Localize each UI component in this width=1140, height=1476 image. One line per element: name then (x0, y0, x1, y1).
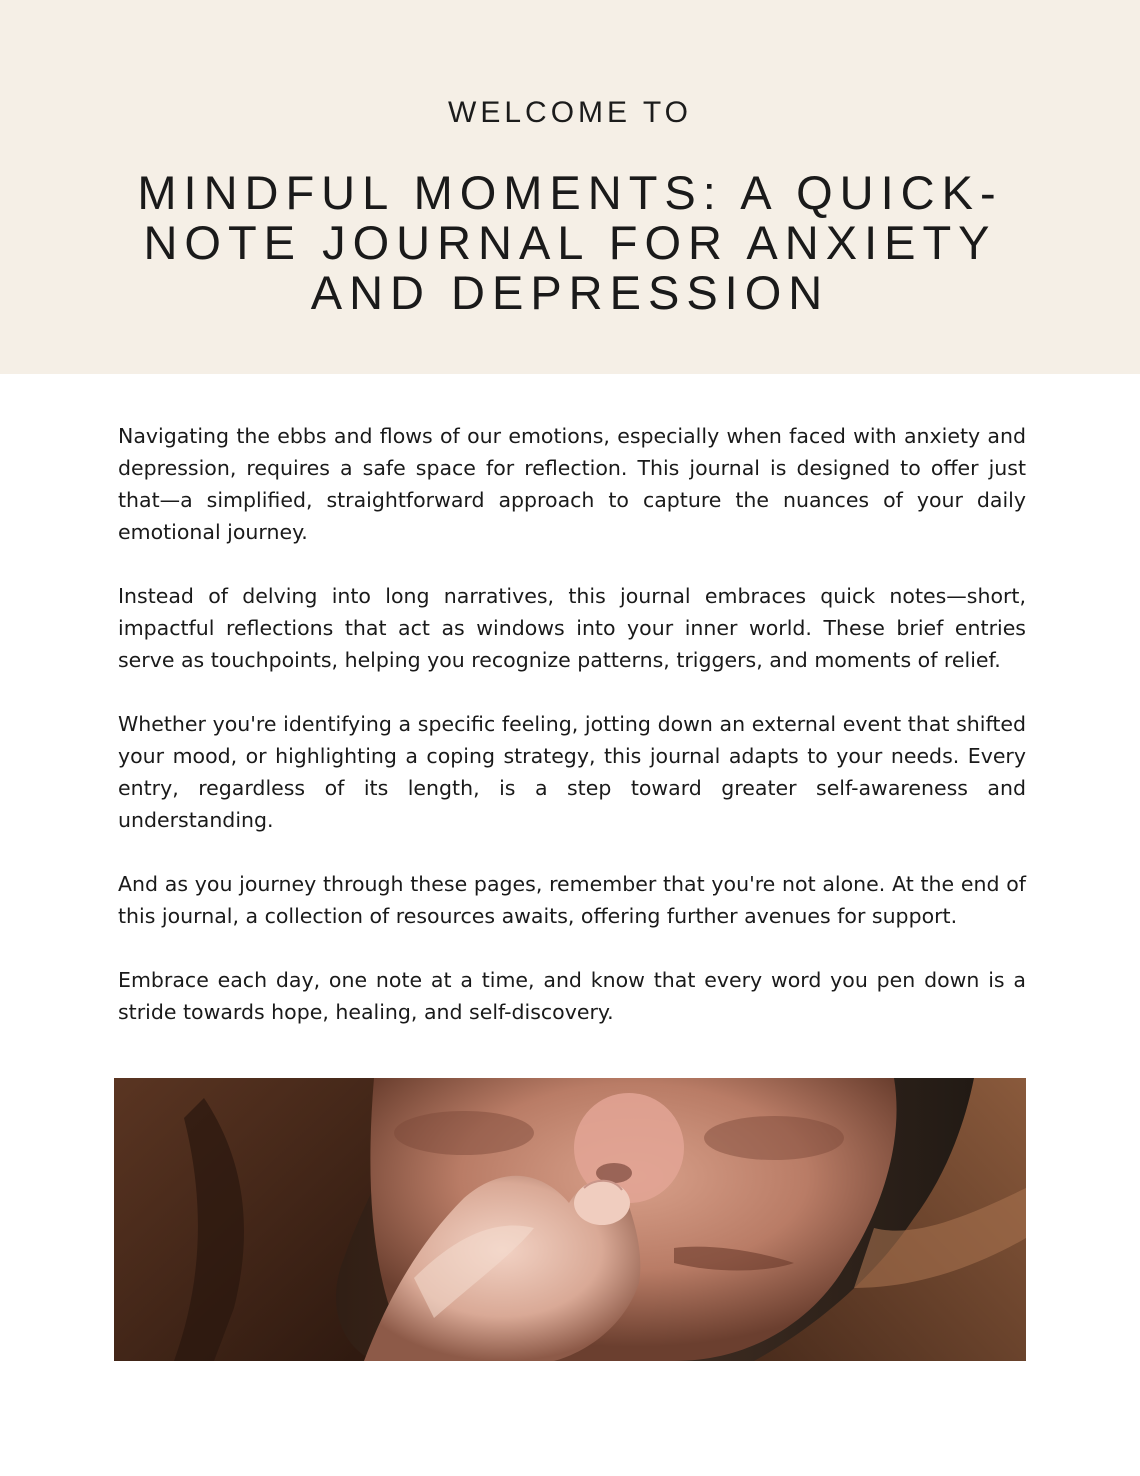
header-banner (0, 0, 1140, 374)
photo-person-hand-on-face-icon (114, 1078, 1026, 1361)
intro-text (118, 420, 1026, 1060)
hero-photo (114, 1078, 1026, 1361)
intro-paragraph-3: Whether you're identifying a specific feeling, jotting down an external event that shifted your mood, or highlighting a coping strategy, this journal adapts to your needs. Every entry, regardless of its length, is a step toward greater self-awareness and understanding. (118, 712, 1026, 832)
intro-paragraph-4: And as you journey through these pages, remember that you're not alone. At the end of this journal, a collection of resources awaits, offering further avenues for support. (118, 872, 1026, 928)
intro-paragraph-2: Instead of delving into long narratives, this journal embraces quick notes—short, impactful reflections that act as windows into your inner world. These brief entries serve as touchpoints, helping you recognize patterns, triggers, and moments of relief. (118, 584, 1026, 672)
page-title: MINDFUL MOMENTS: A QUICK-NOTE JOURNAL FOR ANXIETY AND DEPRESSION (137, 166, 1003, 319)
intro-paragraph-5: Embrace each day, one note at a time, and know that every word you pen down is a stride towards hope, healing, and self-discovery. (118, 968, 1026, 1024)
welcome-kicker: WELCOME TO (448, 96, 692, 129)
intro-paragraph-1: Navigating the ebbs and flows of our emotions, especially when faced with anxiety and depression, requires a safe space for reflection. This journal is designed to offer just that—a simplified, straightforward approach to capture the nuances of your daily emotional journey. (118, 424, 1026, 544)
